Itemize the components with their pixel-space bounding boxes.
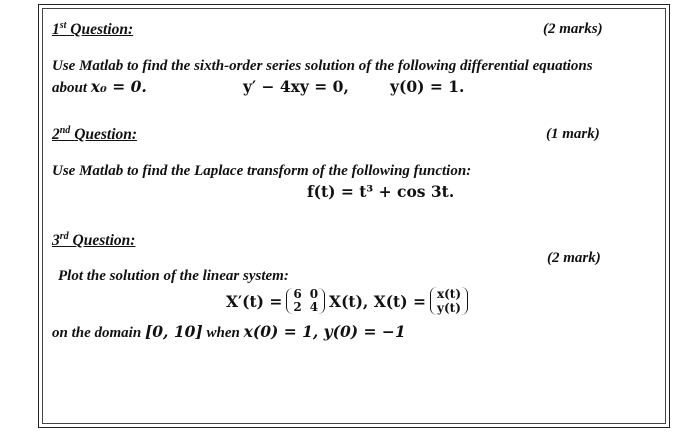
q3-marks: (2 mark) (547, 250, 601, 266)
q3-heading (52, 231, 135, 250)
q2-label: Question: (74, 126, 138, 144)
q2-function: f(t) = t³ + cos 3t. (307, 182, 455, 201)
q3-coefficient-matrix (286, 288, 325, 314)
q1-text: Use Matlab to find the sixth-order series solution of the following differential equations (52, 58, 593, 74)
q1-marks: (2 marks) (543, 21, 603, 37)
q1-equation: y′ − 4xy = 0, (243, 77, 349, 96)
q3-text: Plot the solution of the linear system: (58, 268, 289, 284)
q3-lhs: X′(t) = (226, 291, 283, 311)
q1-number: 1 (52, 21, 60, 39)
q3-domain-text: on the domain (52, 325, 145, 341)
q2-suffix: nd (59, 125, 71, 136)
q1-about-math: x₀ = 0. (90, 77, 147, 96)
q3-state-vector (430, 287, 468, 315)
q2-number: 2 (52, 126, 60, 144)
q2-text: Use Matlab to find the Laplace transform of the following function: (52, 163, 472, 179)
q1-label: Question: (70, 21, 134, 39)
q3-mid: X(t), X(t) = (329, 291, 426, 311)
vector-entry: x(t) (436, 287, 461, 301)
q1-initial-condition: y(0) = 1. (390, 77, 465, 96)
matrix-entry: 6 (293, 287, 302, 301)
q3-conditions: x(0) = 1, y(0) = −1 (243, 322, 406, 341)
q3-domain-math: [0, 10] (144, 322, 203, 341)
matrix-entry: 4 (309, 300, 319, 314)
q3-domain-line (52, 322, 406, 342)
q1-about (52, 77, 147, 97)
q3-suffix: rd (59, 231, 69, 242)
q3-when-text: when (202, 325, 244, 341)
q1-about-prefix: about (52, 80, 91, 96)
q3-system-equation (226, 287, 468, 315)
q3-label: Question: (72, 232, 136, 250)
q2-marks: (1 mark) (546, 126, 600, 142)
q1-heading (52, 20, 133, 39)
matrix-entry: 2 (293, 300, 302, 314)
q3-number: 3 (52, 232, 60, 250)
q1-suffix: st (59, 20, 67, 31)
vector-entry: y(t) (437, 301, 461, 315)
matrix-entry: 0 (309, 287, 319, 301)
q2-heading (52, 125, 137, 144)
